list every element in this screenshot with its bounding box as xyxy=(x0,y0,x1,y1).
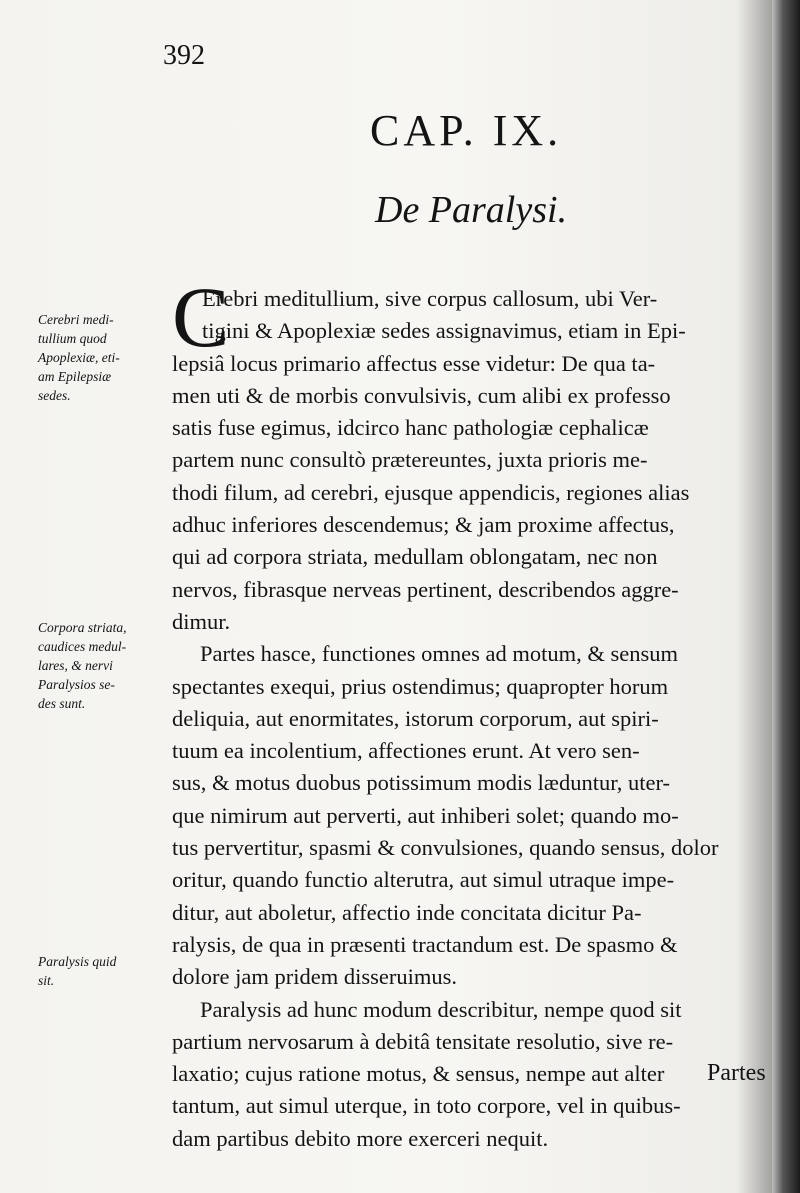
text-line: dam partibus debito more exerceri nequit. xyxy=(172,1125,549,1151)
chapter-subtitle: De Paralysi. xyxy=(375,189,568,231)
text-line: deliquia, aut enormitates, istorum corporum, aut spiri- xyxy=(172,705,659,731)
catchword: Partes xyxy=(707,1060,766,1086)
text-line: tigini & Apoplexiæ sedes assignavimus, etiam in Epi- xyxy=(202,318,686,344)
margin-note-line: Cerebri medi- xyxy=(38,312,114,327)
text-line: ralysis, de qua in præsenti tractandum est. De spasmo & xyxy=(172,931,678,957)
margin-note-line: des sunt. xyxy=(38,696,86,711)
margin-note-line: Paralysios se- xyxy=(38,677,115,692)
text-line: Paralysis ad hunc modum describitur, nempe quod sit xyxy=(200,996,682,1022)
text-line: nervos, fibrasque nerveas pertinent, describendos aggre- xyxy=(172,576,679,602)
text-line: partem nunc consultò prætereuntes, juxta prioris me- xyxy=(172,447,648,473)
text-line: dimur. xyxy=(172,608,231,634)
margin-note-line: Apoplexiæ, eti- xyxy=(38,350,120,365)
text-line: oritur, quando functio alterutra, aut simul utraque impe- xyxy=(172,867,675,893)
margin-note-line: sit. xyxy=(38,973,55,988)
book-spine xyxy=(772,0,800,1193)
text-line: spectantes exequi, prius ostendimus; quapropter horum xyxy=(172,673,669,699)
drop-cap: C xyxy=(172,269,230,365)
text-line: qui ad corpora striata, medullam oblongatam, nec non xyxy=(172,544,658,570)
text-line: tuum ea incolentium, affectiones erunt. At vero sen- xyxy=(172,738,640,764)
text-line: tus pervertitur, spasmi & convulsiones, quando sensus, dolor xyxy=(172,835,719,861)
margin-note-line: caudices medul- xyxy=(38,639,127,654)
margin-note-line: sedes. xyxy=(38,388,71,403)
margin-note-cerebri xyxy=(38,310,166,405)
margin-note-line: am Epilepsiæ xyxy=(38,369,112,384)
margin-note-line: tullium quod xyxy=(38,331,107,346)
body-text xyxy=(172,283,772,1155)
text-line: partium nervosarum à debitâ tensitate resolutio, sive re- xyxy=(172,1028,674,1054)
margin-note-corpora xyxy=(38,618,166,713)
text-line: laxatio; cujus ratione motus, & sensus, nempe aut alter xyxy=(172,1061,665,1087)
text-line: ditur, aut aboletur, affectio inde concitata dicitur Pa- xyxy=(172,899,642,925)
text-line: Partes hasce, functiones omnes ad motum, & sensum xyxy=(200,641,679,667)
text-line: thodi filum, ad cerebri, ejusque appendicis, regiones alias xyxy=(172,479,690,505)
margin-note-line: Paralysis quid xyxy=(38,954,117,969)
text-line: adhuc inferiores descendemus; & jam proxime affectus, xyxy=(172,512,675,538)
margin-note-line: lares, & nervi xyxy=(38,658,113,673)
text-line: que nimirum aut perverti, aut inhiberi solet; quando mo- xyxy=(172,802,679,828)
text-line: tantum, aut simul uterque, in toto corpore, vel in quibus- xyxy=(172,1093,681,1119)
text-line: lepsiâ locus primario affectus esse videtur: De qua ta- xyxy=(172,350,656,376)
text-line: sus, & motus duobus potissimum modis læduntur, uter- xyxy=(172,770,671,796)
text-line: Erebri meditullium, sive corpus callosum, ubi Ver- xyxy=(202,286,658,311)
chapter-title: CAP. IX. xyxy=(370,106,563,155)
margin-note-paralysis xyxy=(38,952,166,990)
text-line: men uti & de morbis convulsivis, cum alibi ex professo xyxy=(172,382,671,408)
page-number: 392 xyxy=(163,40,205,71)
text-line: satis fuse egimus, idcirco hanc pathologiæ cephalicæ xyxy=(172,415,649,441)
margin-note-line: Corpora striata, xyxy=(38,620,127,635)
text-line: dolore jam pridem disseruimus. xyxy=(172,964,457,990)
